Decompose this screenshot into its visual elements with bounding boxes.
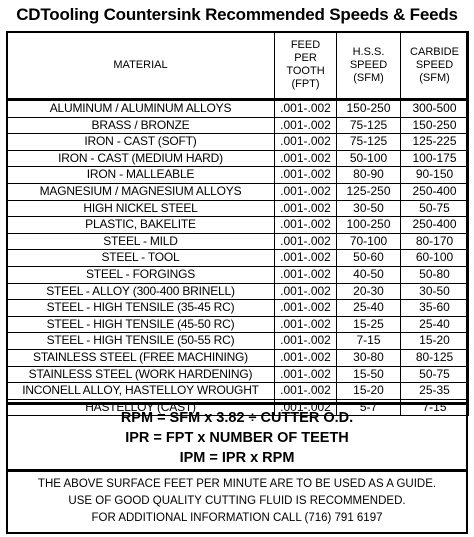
cell-material: STAINLESS STEEL (WORK HARDENING) <box>7 366 275 383</box>
cell-carbide-speed: 7-15 <box>401 399 469 416</box>
header-fpt-line: PER <box>294 52 317 64</box>
cell-hss-speed: 50-100 <box>337 150 401 167</box>
cell-fpt: .001-.002 <box>275 117 337 134</box>
note-contact: FOR ADDITIONAL INFORMATION CALL (716) 791 6197 <box>91 512 383 524</box>
cell-fpt: .001-.002 <box>275 383 337 400</box>
table-row <box>7 383 469 400</box>
cell-fpt: .001-.002 <box>275 366 337 383</box>
cell-hss-speed: 150-250 <box>337 100 401 118</box>
notes-section <box>6 476 468 527</box>
cell-material: BRASS / BRONZE <box>7 117 275 134</box>
cell-carbide-speed: 60-100 <box>401 250 469 267</box>
table-row <box>7 333 469 350</box>
cell-carbide-speed: 250-400 <box>401 183 469 200</box>
cell-material: HASTELLOY (CAST) <box>7 399 275 416</box>
cell-carbide-speed: 80-170 <box>401 233 469 250</box>
cell-hss-speed: 30-50 <box>337 200 401 217</box>
cell-hss-speed: 20-30 <box>337 283 401 300</box>
cell-carbide-speed: 50-75 <box>401 366 469 383</box>
cell-carbide-speed: 50-80 <box>401 266 469 283</box>
cell-material: STEEL - FORGINGS <box>7 266 275 283</box>
cell-hss-speed: 7-15 <box>337 333 401 350</box>
table-row <box>7 200 469 217</box>
cell-fpt: .001-.002 <box>275 167 337 184</box>
cell-carbide-speed: 250-400 <box>401 217 469 234</box>
header-fpt-line: (FPT) <box>291 78 320 90</box>
table-row <box>7 300 469 317</box>
cell-material: STEEL - ALLOY (300-400 BRINELL) <box>7 283 275 300</box>
formula-ipm: IPM = IPR x RPM <box>179 450 295 466</box>
cell-material: STEEL - HIGH TENSILE (35-45 RC) <box>7 300 275 317</box>
header-hss-line: (SFM) <box>353 71 384 84</box>
cell-material: MAGNESIUM / MAGNESIUM ALLOYS <box>7 183 275 200</box>
header-fpt-line: FEED <box>290 39 321 51</box>
header-hss-line: SPEED <box>349 58 388 71</box>
note-guide: THE ABOVE SURFACE FEET PER MINUTE ARE TO BE USED AS A GUIDE. <box>37 478 437 490</box>
table-header-row <box>7 32 469 100</box>
table-row <box>7 349 469 366</box>
formula-rpm: RPM = SFM x 3.82 ÷ CUTTER O.D. <box>120 410 354 426</box>
cell-carbide-speed: 50-75 <box>401 200 469 217</box>
header-hss <box>337 32 401 100</box>
note-cutting-fluid: USE OF GOOD QUALITY CUTTING FLUID IS RECOMMENDED. <box>68 495 406 507</box>
table-row <box>7 283 469 300</box>
cell-hss-speed: 15-50 <box>337 366 401 383</box>
table-row <box>7 183 469 200</box>
cell-material: ALUMINUM / ALUMINUM ALLOYS <box>7 100 275 118</box>
cell-material: STAINLESS STEEL (FREE MACHINING) <box>7 349 275 366</box>
cell-carbide-speed: 150-250 <box>401 117 469 134</box>
cell-hss-speed: 50-60 <box>337 250 401 267</box>
cell-fpt: .001-.002 <box>275 134 337 151</box>
cell-hss-speed: 15-25 <box>337 316 401 333</box>
table-row <box>7 117 469 134</box>
cell-material: IRON - MALLEABLE <box>7 167 275 184</box>
cell-carbide-speed: 15-20 <box>401 333 469 350</box>
cell-fpt: .001-.002 <box>275 316 337 333</box>
table-row <box>7 150 469 167</box>
cell-carbide-speed: 80-125 <box>401 349 469 366</box>
cell-hss-speed: 125-250 <box>337 183 401 200</box>
table-body <box>7 100 469 416</box>
table-row <box>7 100 469 118</box>
table-row <box>7 167 469 184</box>
cell-fpt: .001-.002 <box>275 250 337 267</box>
formula-ipr: IPR = FPT x NUMBER OF TEETH <box>125 430 349 446</box>
cell-carbide-speed: 90-150 <box>401 167 469 184</box>
cell-hss-speed: 15-20 <box>337 383 401 400</box>
cell-carbide-speed: 125-225 <box>401 134 469 151</box>
cell-material: HIGH NICKEL STEEL <box>7 200 275 217</box>
header-fpt-line: TOOTH <box>286 65 325 77</box>
cell-material: IRON - CAST (SOFT) <box>7 134 275 151</box>
cell-fpt: .001-.002 <box>275 233 337 250</box>
cell-fpt: .001-.002 <box>275 217 337 234</box>
cell-material: STEEL - MILD <box>7 233 275 250</box>
cell-material: PLASTIC, BAKELITE <box>7 217 275 234</box>
table-row <box>7 266 469 283</box>
table-row <box>7 366 469 383</box>
cell-hss-speed: 40-50 <box>337 266 401 283</box>
cell-material: STEEL - HIGH TENSILE (45-50 RC) <box>7 316 275 333</box>
table-row <box>7 233 469 250</box>
cell-fpt: .001-.002 <box>275 266 337 283</box>
cell-carbide-speed: 25-35 <box>401 383 469 400</box>
header-material: MATERIAL <box>7 32 275 100</box>
cell-fpt: .001-.002 <box>275 399 337 416</box>
cell-material: IRON - CAST (MEDIUM HARD) <box>7 150 275 167</box>
cell-carbide-speed: 300-500 <box>401 100 469 118</box>
table-row <box>7 217 469 234</box>
formulas-section <box>6 402 468 472</box>
cell-fpt: .001-.002 <box>275 200 337 217</box>
cell-carbide-speed: 25-40 <box>401 316 469 333</box>
cell-carbide-speed: 100-175 <box>401 150 469 167</box>
cell-fpt: .001-.002 <box>275 150 337 167</box>
cell-material: STEEL - HIGH TENSILE (50-55 RC) <box>7 333 275 350</box>
table-row <box>7 250 469 267</box>
cell-carbide-speed: 35-60 <box>401 300 469 317</box>
cell-hss-speed: 5-7 <box>337 399 401 416</box>
cell-hss-speed: 30-80 <box>337 349 401 366</box>
cell-fpt: .001-.002 <box>275 333 337 350</box>
cell-fpt: .001-.002 <box>275 349 337 366</box>
cell-material: STEEL - TOOL <box>7 250 275 267</box>
header-carbide-line: CARBIDE <box>410 45 459 58</box>
header-carbide <box>401 32 469 100</box>
cell-hss-speed: 100-250 <box>337 217 401 234</box>
cell-fpt: .001-.002 <box>275 300 337 317</box>
cell-hss-speed: 75-125 <box>337 117 401 134</box>
header-hss-line: H.S.S. <box>352 45 385 58</box>
cell-fpt: .001-.002 <box>275 183 337 200</box>
cell-fpt: .001-.002 <box>275 283 337 300</box>
header-fpt <box>275 32 337 100</box>
table-row <box>7 316 469 333</box>
document-title: CDTooling Countersink Recommended Speeds & Feeds <box>16 5 458 24</box>
table-row <box>7 134 469 151</box>
cell-material: INCONELL ALLOY, HASTELLOY WROUGHT <box>7 383 275 400</box>
header-carbide-line: SPEED <box>415 58 454 71</box>
cell-hss-speed: 70-100 <box>337 233 401 250</box>
cell-carbide-speed: 30-50 <box>401 283 469 300</box>
speeds-feeds-table <box>6 31 469 416</box>
cell-fpt: .001-.002 <box>275 100 337 118</box>
header-carbide-line: (SFM) <box>419 71 450 84</box>
cell-hss-speed: 25-40 <box>337 300 401 317</box>
cell-hss-speed: 80-90 <box>337 167 401 184</box>
cell-hss-speed: 75-125 <box>337 134 401 151</box>
